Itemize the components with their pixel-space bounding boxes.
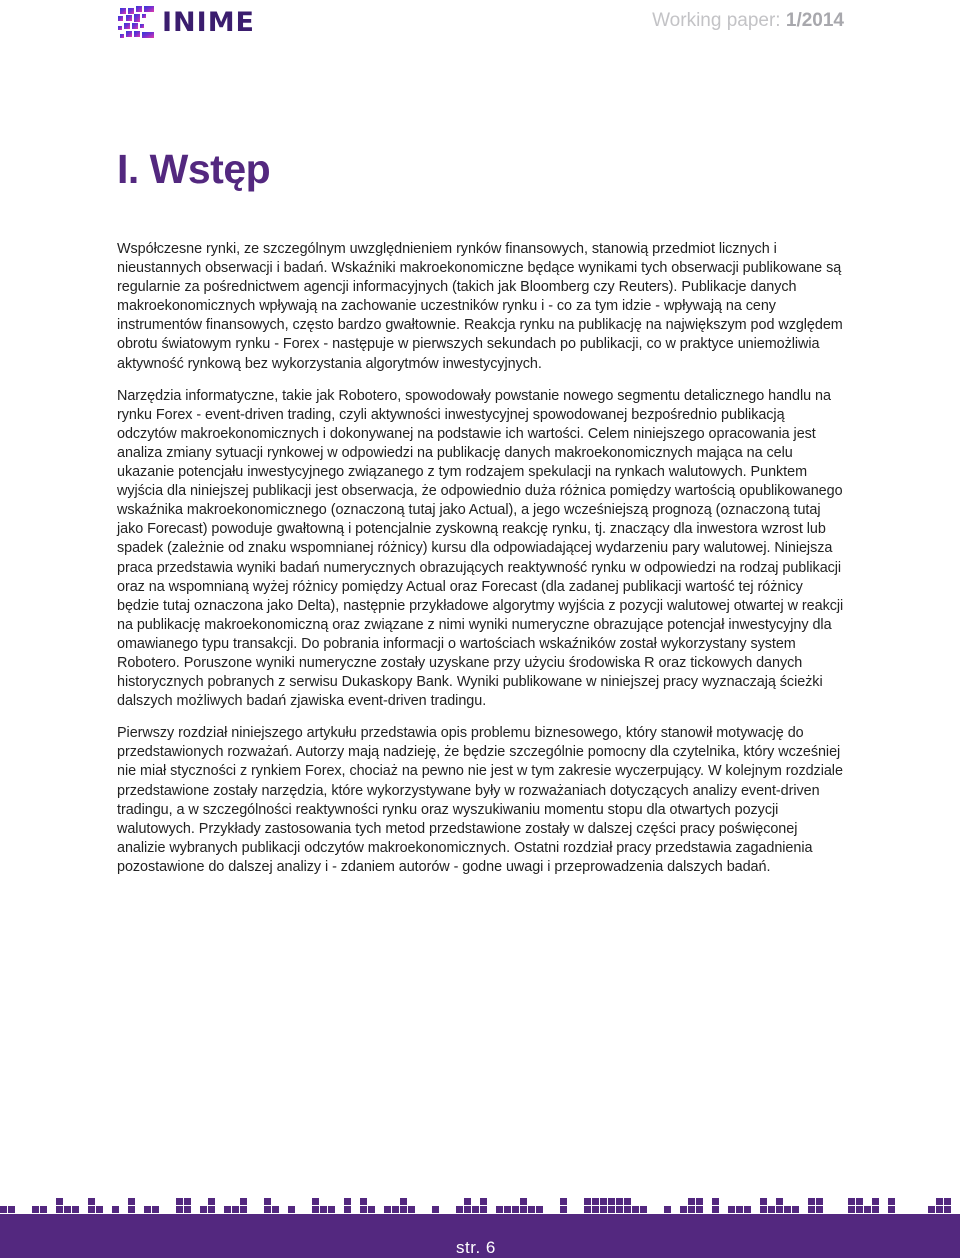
logo-wordmark: INIME [162,7,256,38]
body-text [117,240,847,890]
footer-pixel [496,1206,503,1213]
footer-pixel [688,1206,695,1213]
footer-pixel [208,1206,215,1213]
footer-pixel [560,1198,567,1205]
footer-pixel [856,1206,863,1213]
footer-pixel [776,1206,783,1213]
footer-pixel [696,1198,703,1205]
footer-pixel [816,1206,823,1213]
footer-pixel [808,1198,815,1205]
footer-pixel [368,1206,375,1213]
footer-pixel [888,1206,895,1213]
footer-pixel [600,1198,607,1205]
footer-pixel [32,1206,39,1213]
footer-pixel [88,1206,95,1213]
footer-pixel [64,1206,71,1213]
footer-pixel [712,1198,719,1205]
footer-pixel [480,1206,487,1213]
footer-pixel [400,1198,407,1205]
footer-pixel [320,1206,327,1213]
working-paper-number: 1/2014 [785,10,844,31]
footer-pixel [848,1206,855,1213]
footer-pixel [608,1206,615,1213]
footer-pixel [792,1206,799,1213]
footer-pixel [848,1198,855,1205]
footer-pixel [608,1198,615,1205]
footer-pixel [520,1198,527,1205]
paragraph-3: Pierwszy rozdział niniejszego artykułu przedstawia opis problemu biznesowego, który stanowił motywację do przedstawionych rozważań. Autorzy mają nadzieję, że będzie szczególnie pomocny dla czytelnika, który wcześniej nie miał styczności z rynkiem Forex, chociaż na pewno nie jest w tym zakresie wyczerpujący. W kolejnym rozdziale przedstawione zostały narzędzia, które wykorzystywane były w rozważaniach dotyczących analizy event-driven tradingu, a w szczególności reaktywności rynku oraz wyszukiwaniu momentu stopu dla otwartych pozycji walutowych. Przykłady zastosowania tych metod przedstawione zostały w dalszej części pracy poświęconej analizie wybranych publikacji odczytów makroekonomicznych. Ostatni rozdział pracy przedstawia zagadnienia pozostawione do dalszej analizy i - zdaniem autorów - godne uwagi i przeprowadzenia dalszych badań. [117,725,843,875]
footer-pixel [112,1206,119,1213]
footer-pixel [936,1198,943,1205]
footer-pixel [480,1198,487,1205]
footer-pixel [464,1206,471,1213]
footer-pixel [504,1206,511,1213]
footer-pixel [72,1206,79,1213]
footer-pixel [776,1198,783,1205]
footer-pixel [944,1198,951,1205]
footer-pixel [536,1206,543,1213]
footer-pixel [624,1206,631,1213]
footer-pixel [760,1198,767,1205]
footer-pixel [664,1206,671,1213]
footer-pixel [600,1206,607,1213]
footer-pixel [712,1206,719,1213]
footer-pixel [344,1198,351,1205]
footer-pixel [0,1206,7,1213]
footer-pixel [56,1206,63,1213]
footer-pixel [56,1198,63,1205]
footer-pixel [864,1206,871,1213]
footer-pixel [784,1206,791,1213]
footer-pixel [928,1206,935,1213]
footer-pixel [744,1206,751,1213]
footer-pixel [888,1198,895,1205]
footer-pixel [632,1206,639,1213]
footer-pixel [856,1198,863,1205]
footer-pixel [208,1198,215,1205]
paragraph-1: Współczesne rynki, ze szczególnym uwzględnieniem rynków finansowych, stanowią przedmiot licznych i nieustannych obserwacji i badań. Wskaźniki makroekonomiczne będące wynikami tych obserwacji publikowane są regularnie za pośrednictwem agencji informacyjnych (takich jak Bloomberg czy Reuters). Publikacje danych makroekonomicznych wpływają na zachowanie uczestników rynku i - co za tym idzie - wpływają na ceny instrumentów finansowych, często bardzo gwałtownie. Reakcja rynku na publikację na największym pod względem obrotu światowym rynku - Forex - następuje w pierwszych sekundach po publikacji, co w praktyce uniemożliwia aktywność rynkową bez wykorzystania algorytmów inwestycyjnych. [117,241,843,372]
footer-pixel [240,1198,247,1205]
footer-pixel [144,1206,151,1213]
footer-pixel [464,1198,471,1205]
footer-pixel [456,1206,463,1213]
footer-pixel [128,1206,135,1213]
footer-pixel [8,1206,15,1213]
footer-pixel [728,1206,735,1213]
working-paper-prefix: Working paper: [652,10,786,31]
footer-pixel [176,1206,183,1213]
footer-pixel [640,1206,647,1213]
footer-pixel [696,1206,703,1213]
footer-pixel [384,1206,391,1213]
footer-pixel [584,1198,591,1205]
footer-pixel [312,1206,319,1213]
footer-pixel [512,1206,519,1213]
footer-pixel [184,1198,191,1205]
footer-pixel [272,1206,279,1213]
footer-pixel [528,1206,535,1213]
footer-pixel [408,1206,415,1213]
working-paper-label [652,10,844,32]
footer-pixel [264,1198,271,1205]
footer-pixel [200,1206,207,1213]
footer-pixel [688,1198,695,1205]
footer-pixel [264,1206,271,1213]
footer-pixel [432,1206,439,1213]
footer-pixel [392,1206,399,1213]
paragraph-2: Narzędzia informatyczne, takie jak Robotero, spowodowały powstanie nowego segmentu detalicznego handlu na rynku Forex - event-driven trading, czyli aktywności inwestycyjnej spowodowanej bezpośrednio publikacją odczytów makroekonomicznych i dokonywanej na podstawie ich wartości. Celem niniejszego opracowania jest analiza zmiany sytuacji rynkowej w odpowiedzi na publikację danych makroekonomicznych mająca na celu ukazanie potencjału inwestycyjnego związanego z tym rodzajem spekulacji na rynkach walutowych. Punktem wyjścia dla niniejszej publikacji jest obserwacja, że odpowiednio duża różnica pomiędzy wartością opublikowanego wskaźnika makroekonomicznego (oznaczoną tutaj jako Actual), a jego wcześniejszą prognozą (oznaczoną tutaj jako Forecast) powoduje gwałtowną i potencjalnie zyskowną reakcję rynku, tj. znaczący dla inwestora wzrost lub spadek (zależnie od znaku wspomnianej różnicy) kursu dla odpowiadającej wydarzeniu pary walutowej. Niniejsza praca przedstawia wyniki badań numerycznych obrazujących reaktywność rynku w odpowiedzi na rodzaj publikacji oraz na wspomnianą wyżej różnicy pomiędzy Actual oraz Forecast (dla zadanej publikacji wartość tej różnicy będzie tutaj oznaczona jako Delta), następnie przykładowe algorytmy wyjścia z pozycji walutowej otwartej w reakcji na publikację makroekonomiczną oraz związane z nimi wyniki numeryczne obrazujące potencjał inwestycyjny dla omawianego typu transakcji. Do pobrania informacji o wartościach wskaźników został wykorzystany system Robotero. Poruszone wyniki numeryczne zostały uzyskane przy użyciu środowiska R oraz tickowych danych historycznych pobranych z serwisu Dukaskopy Bank. Wyniki publikowane w niniejszej pracy wyznaczają ścieżki dalszych możliwych badań zjawiska event-driven tradingu. [117,387,844,710]
footer-pixel [760,1206,767,1213]
footer-pixel [520,1206,527,1213]
footer-pixel [584,1206,591,1213]
footer-pixel [872,1198,879,1205]
footer-pixel [680,1206,687,1213]
footer-pixel [40,1206,47,1213]
footer-pixel [88,1198,95,1205]
page-number: str. 6 [456,1238,496,1257]
footer-pixel [400,1206,407,1213]
footer-pixel [240,1206,247,1213]
footer-pixel [360,1206,367,1213]
footer-pixel [344,1206,351,1213]
footer-pixel [592,1206,599,1213]
footer-pixel [872,1206,879,1213]
footer-pixel [472,1206,479,1213]
footer-pixel [736,1206,743,1213]
footer-pixel [288,1206,295,1213]
footer-pixel [360,1198,367,1205]
footer-pixel [128,1198,135,1205]
footer-pixel [176,1198,183,1205]
footer-pixel [816,1198,823,1205]
footer-pixel [616,1198,623,1205]
footer-pixel [224,1206,231,1213]
section-title: I. Wstęp [117,146,271,192]
footer-pixel [592,1198,599,1205]
footer-pixel [808,1206,815,1213]
inime-logo [116,4,276,42]
footer-pixel [768,1206,775,1213]
footer-pixel [312,1198,319,1205]
footer-pixel [936,1206,943,1213]
footer-pixel [624,1198,631,1205]
footer-pixel [328,1206,335,1213]
footer-pixel [944,1206,951,1213]
footer-pixel [184,1206,191,1213]
footer-pixel [152,1206,159,1213]
footer-pixel [616,1206,623,1213]
footer-pixel [232,1206,239,1213]
footer-pixel [96,1206,103,1213]
footer-pixel [560,1206,567,1213]
